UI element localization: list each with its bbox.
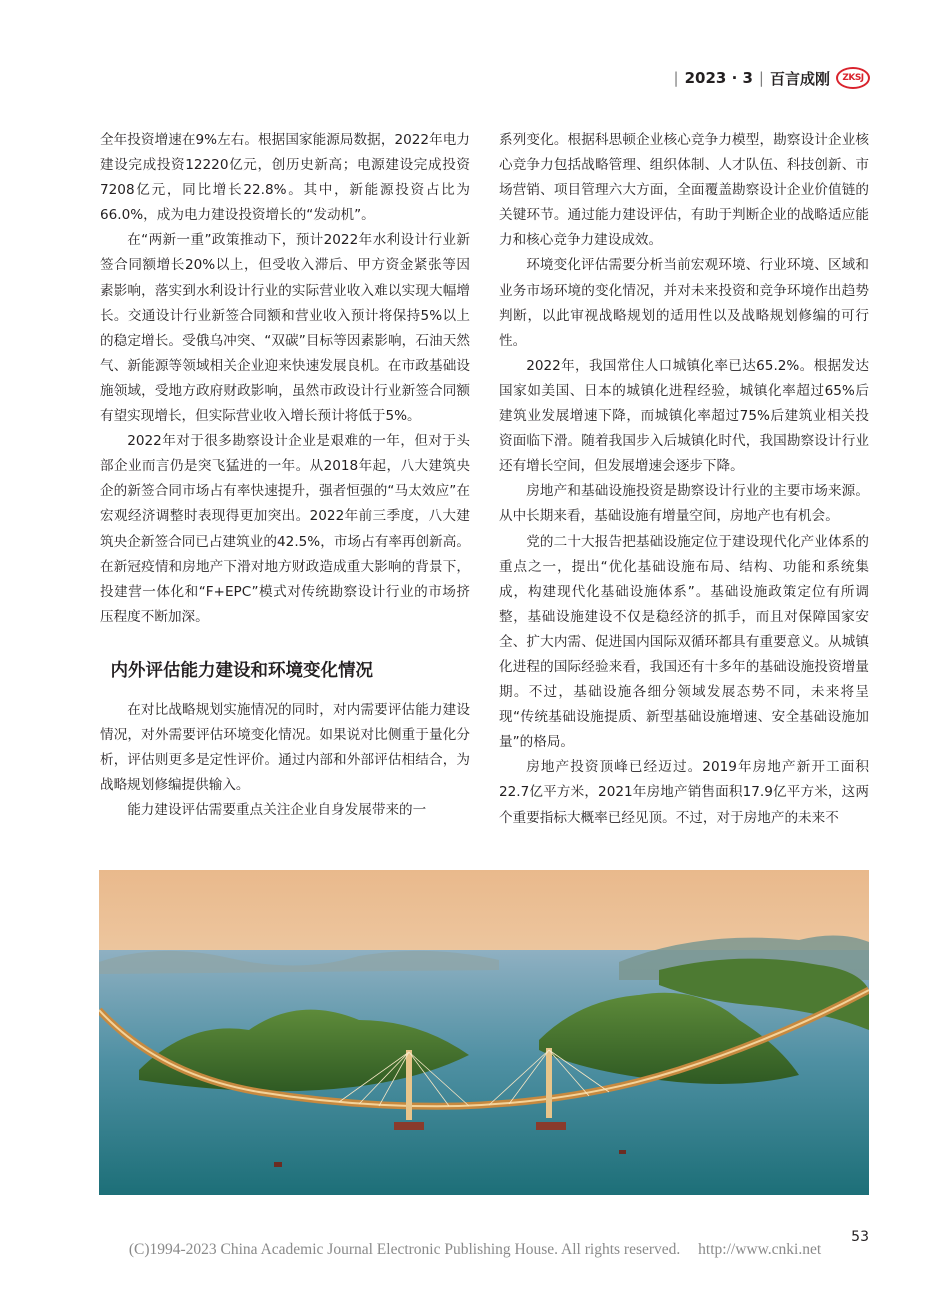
paragraph: 能力建设评估需要重点关注企业自身发展带来的一 <box>127 802 427 819</box>
page-number: 53 <box>851 1229 869 1245</box>
issue-number: 2023 · 3 <box>684 69 753 87</box>
paragraph: 2022年对于很多勘察设计企业是艰难的一年，但对于头部企业而言仍是突飞猛进的一年。从2018年起，八大建筑央企的新签合同市场占有率快速提升，强者恒强的“马太效应”在宏观经济调整时表现得更加突出。2022年前三季度，八大建筑央企新签合同已占建筑业的42.5%，市场占有率再创新高。在新冠疫情和房地产下滑对地方财政造成重大影响的背景下，投建营一体化和“F+EPC”模式对传统勘察设计行业的市场挤压程度不断加深。 <box>100 433 470 625</box>
header-separator: | <box>758 69 764 87</box>
right-column <box>499 128 869 831</box>
paragraph: 在“两新一重”政策推动下，预计2022年水利设计行业新签合同额增长20%以上，但受收入滞后、甲方资金紧张等因素影响，落实到水利设计行业的实际营业收入难以实现大幅增长。交通设计行业新签合同额和营业收入预计将保持5%以上的稳定增长。受俄乌冲突、“双碳”目标等因素影响，石油天然气、新能源等领域相关企业迎来快速发展良机。在市政基础设施领域，受地方政府财政影响，虽然市政设计行业新签合同额有望实现增长，但实际营业收入增长预计将低于5%。 <box>100 232 470 425</box>
paragraph: 党的二十大报告把基础设施定位于建设现代化产业体系的重点之一，提出“优化基础设施布局、结构、功能和系统集成，构建现代化基础设施体系”。基础设施政策定位有所调整，基础设施建设不仅是稳经济的抓手，而且对保障国家安全、扩大内需、促进国内国际双循环都具有重要意义。从城镇化进程的国际经验来看，我国还有十多年的基础设施投资增量期。不过，基础设施各细分领域发展态势不同，未来将呈现“传统基础设施提质、新型基础设施增速、安全基础设施加量”的格局。 <box>499 533 869 751</box>
left-column <box>100 128 470 823</box>
logo-text: ZKSJ <box>842 73 864 83</box>
header-separator: | <box>673 69 679 87</box>
column-name: 百言成刚 <box>769 69 830 88</box>
boat <box>274 1162 282 1167</box>
barge <box>536 1122 566 1130</box>
paragraph: 全年投资增速在9%左右。根据国家能源局数据，2022年电力建设完成投资12220亿元，创历史新高；电源建设完成投资7208亿元，同比增长22.8%。其中，新能源投资占比为66.0%，成为电力建设投资增长的“发动机”。 <box>100 132 470 224</box>
copyright-text: (C)1994-2023 China Academic Journal Electronic Publishing House. All rights reserved. <box>128 1241 681 1258</box>
footer-url[interactable]: http://www.cnki.net <box>698 1241 822 1258</box>
paragraph: 系列变化。根据科思顿企业核心竞争力模型，勘察设计企业核心竞争力包括战略管理、组织体制、人才队伍、科技创新、市场营销、项目管理六大方面，全面覆盖勘察设计企业价值链的关键环节。通过能力建设评估，有助于判断企业的战略适应能力和核心竞争力建设成效。 <box>499 132 869 249</box>
page-header <box>674 62 870 94</box>
journal-logo <box>836 67 870 89</box>
barge <box>394 1122 424 1130</box>
bridge-photo <box>99 870 869 1195</box>
copyright-footer <box>0 1241 950 1259</box>
paragraph: 2022年，我国常住人口城镇化率已达65.2%。根据发达国家如美国、日本的城镇化进程经验，城镇化率超过65%后建筑业发展增速下降，而城镇化率超过75%后建筑业相关投资面临下滑。随着我国步入后城镇化时代，我国勘察设计行业还有增长空间，但发展增速会逐步下降。 <box>499 357 869 475</box>
paragraph: 房地产和基础设施投资是勘察设计行业的主要市场来源。从中长期来看，基础设施有增量空间，房地产也有机会。 <box>499 483 869 525</box>
boat <box>619 1150 626 1154</box>
paragraph: 在对比战略规划实施情况的同时，对内需要评估能力建设情况，对外需要评估环境变化情况。如果说对比侧重于量化分析，评估则更多是定性评价。通过内部和外部评估相结合，为战略规划修编提供输入。 <box>100 701 470 794</box>
paragraph: 环境变化评估需要分析当前宏观环境、行业环境、区域和业务市场环境的变化情况，并对未来投资和竞争环境作出趋势判断，以此审视战略规划的适用性以及战略规划修编的可行性。 <box>499 257 869 349</box>
section-title: 内外评估能力建设和环境变化情况 <box>110 660 373 681</box>
paragraph: 房地产投资顶峰已经迈过。2019年房地产新开工面积22.7亿平方米，2021年房地产销售面积17.9亿平方米，这两个重要指标大概率已经见顶。不过，对于房地产的未来不 <box>499 759 869 826</box>
